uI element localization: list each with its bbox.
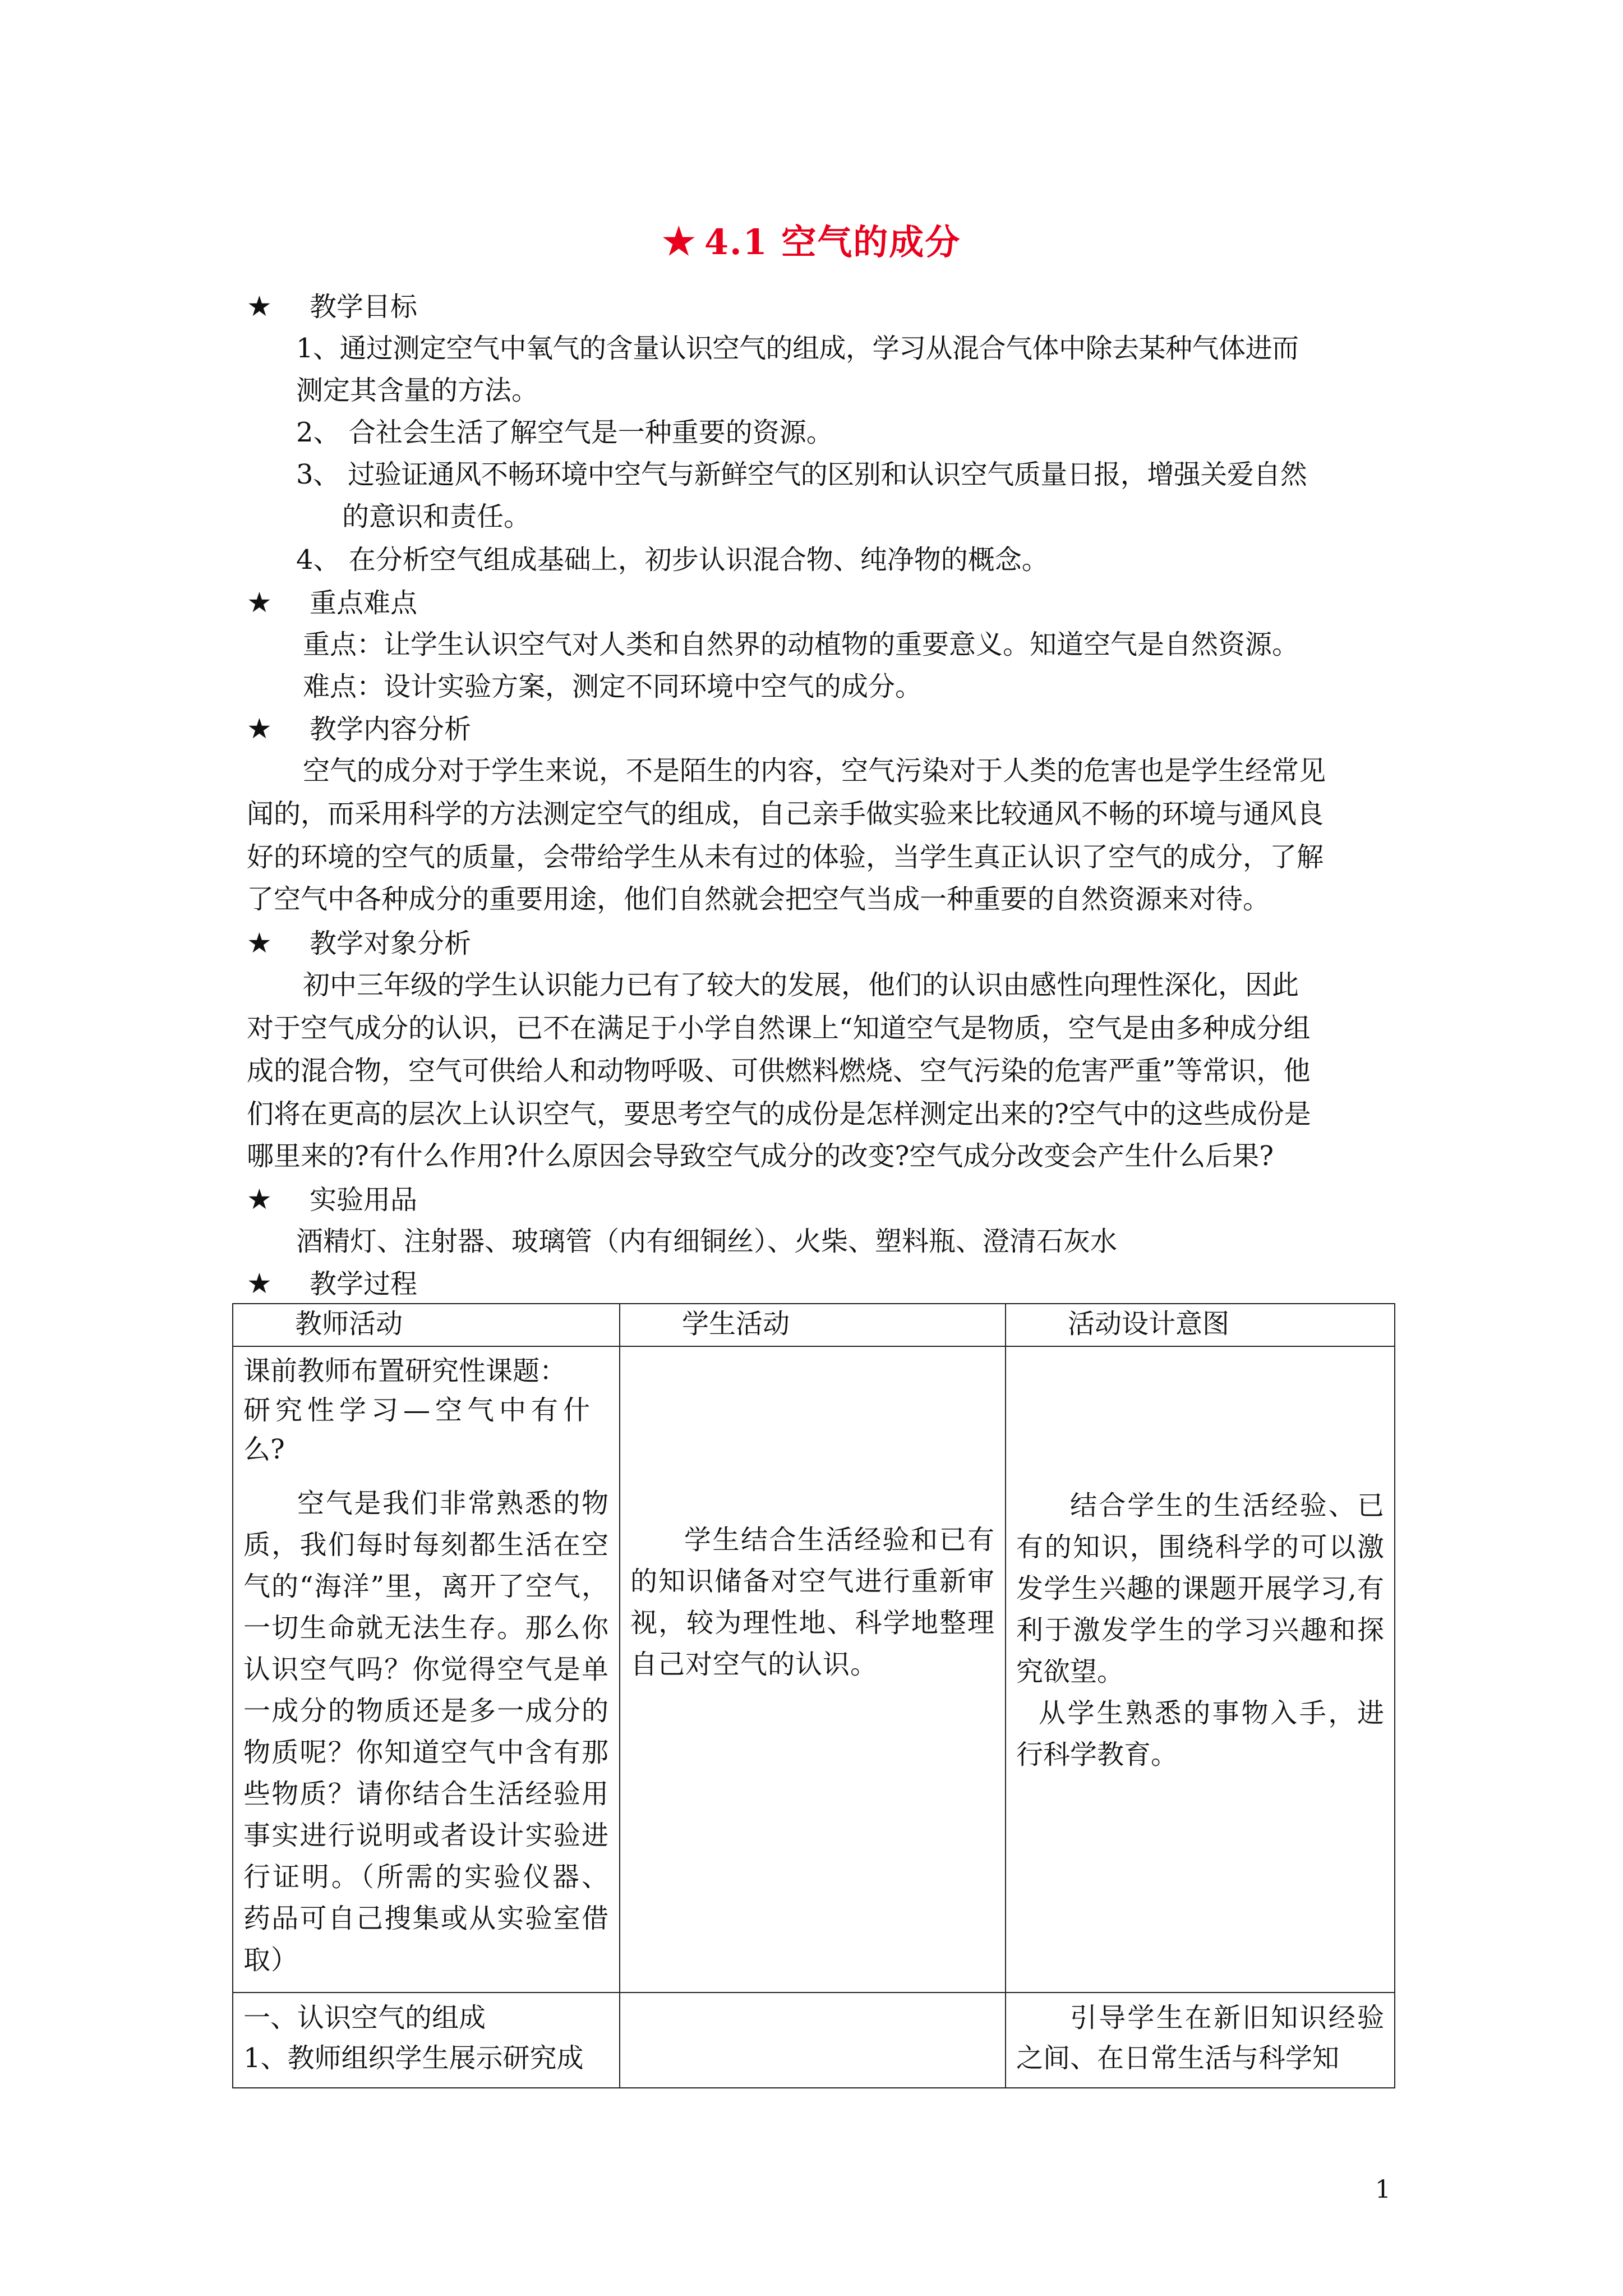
table-header-row — [233, 1304, 1395, 1346]
student-activity-cell — [620, 1346, 1006, 1993]
section-heading-goals: ★ 教学目标 — [247, 290, 418, 323]
header-student: 学生活动 — [620, 1304, 1006, 1346]
section-heading-content: ★ 教学内容分析 — [247, 712, 472, 745]
content-line-4: 了空气中各种成分的重要用途，他们自然就会把空气当成一种重要的自然资源来对待。 — [247, 884, 1270, 915]
student-activity-cell-2 — [620, 1993, 1006, 2088]
section-heading-key: ★ 重点难点 — [247, 586, 418, 619]
star-icon: ★ — [247, 1267, 272, 1300]
intent-text-1: 结合学生的生活经验、已有的知识，围绕科学的可以激发学生兴趣的课题开展学习,有利于激发学生的学习兴趣和探究欲望。 — [1016, 1490, 1384, 1687]
intent-cell-2: 引导学生在新旧知识经验之间、在日常生活与科学知 — [1006, 1993, 1395, 2088]
section-heading-audience: ★ 教学对象分析 — [247, 927, 472, 959]
goal-line-4: 4、 在分析空气组成基础上，初步认识混合物、纯净物的概念。 — [296, 544, 1049, 576]
content-line-1: 空气的成分对于学生来说，不是陌生的内容，空气污染对于人类的危害也是学生经常见 — [303, 755, 1326, 786]
table-row — [233, 1346, 1395, 1993]
teacher-intro: 课前教师布置研究性课题： 研究性学习—空气中有什 么? — [243, 1355, 596, 1465]
audience-line-2: 对于空气成分的认识，已不在满足于小学自然课上“知道空气是物质，空气是由多种成分组 — [247, 1013, 1311, 1044]
teacher-activity-cell — [233, 1346, 620, 1993]
page-number: 1 — [1375, 2175, 1391, 2204]
star-icon: ★ — [247, 586, 272, 619]
audience-line-1: 初中三年级的学生认识能力已有了较大的发展，他们的认识由感性向理性深化，因此 — [303, 969, 1299, 1001]
goal-line-3b: 的意识和责任。 — [342, 501, 531, 532]
goal-line-3: 3、 过验证通风不畅环境中空气与新鲜空气的区别和认识空气质量日报，增强关爱自然 — [296, 459, 1307, 490]
star-icon: ★ — [662, 219, 697, 263]
star-icon: ★ — [247, 290, 272, 323]
header-intent: 活动设计意图 — [1006, 1304, 1395, 1346]
audience-line-4: 们将在更高的层次上认识空气，要思考空气的成份是怎样测定出来的?空气中的这些成份是 — [247, 1098, 1311, 1130]
intent-text-2: 从学生熟悉的事物入手，进行科学教育。 — [1016, 1697, 1384, 1770]
page-title — [0, 214, 1623, 264]
teacher-activity-cell-2: 一、认识空气的组成 1、教师组织学生展示研究成 — [233, 1993, 620, 2088]
difficulty-line: 难点：设计实验方案，测定不同环境中空气的成分。 — [303, 671, 923, 702]
key-point-line: 重点：让学生认识空气对人类和自然界的动植物的重要意义。知道空气是自然资源。 — [303, 629, 1299, 660]
star-icon: ★ — [247, 927, 272, 959]
table-row — [233, 1993, 1395, 2088]
section-heading-process: ★ 教学过程 — [247, 1267, 418, 1300]
header-teacher: 教师活动 — [233, 1304, 620, 1346]
section-heading-materials: ★ 实验用品 — [247, 1183, 418, 1216]
audience-line-5: 哪里来的?有什么作用?什么原因会导致空气成分的改变?空气成分改变会产生什么后果? — [247, 1140, 1274, 1172]
materials-line: 酒精灯、注射器、玻璃管（内有细铜丝）、火柴、塑料瓶、澄清石灰水 — [296, 1226, 1118, 1257]
goal-line-1: 1、通过测定空气中氧气的含量认识空气的组成，学习从混合气体中除去某种气体进而 — [296, 333, 1299, 364]
content-line-2: 闻的，而采用科学的方法测定空气的组成，自己亲手做实验来比较通风不畅的环境与通风良 — [247, 798, 1324, 830]
title-text: 4.1 空气的成分 — [704, 222, 961, 263]
goal-line-2: 2、 合社会生活了解空气是一种重要的资源。 — [296, 417, 833, 448]
process-table — [232, 1303, 1395, 2088]
goal-line-1b: 测定其含量的方法。 — [296, 375, 539, 406]
audience-line-3: 成的混合物，空气可供给人和动物呼吸、可供燃料燃烧、空气污染的危害严重”等常识，他 — [247, 1055, 1311, 1087]
teacher-body: 空气是我们非常熟悉的物质，我们每时每刻都生活在空气的“海洋”里，离开了空气，一切生命就无法生存。那么你认识空气吗？你觉得空气是单一成分的物质还是多一成分的物质呢？你知道空气中含有那些物质？请你结合生活经验用事实进行说明或者设计实验进行证明。（所需的实验仪器、药品可自己搜集或从实验室借取） — [243, 1488, 609, 1976]
star-icon: ★ — [247, 712, 272, 745]
student-activity-text: 学生结合生活经验和已有的知识储备对空气进行重新审视，较为理性地、科学地整理自己对空气的认识。 — [630, 1524, 995, 1680]
content-line-3: 好的环境的空气的质量，会带给学生从未有过的体验，当学生真正认识了空气的成分，了解 — [247, 841, 1324, 873]
intent-cell — [1006, 1346, 1395, 1993]
star-icon: ★ — [247, 1183, 272, 1216]
